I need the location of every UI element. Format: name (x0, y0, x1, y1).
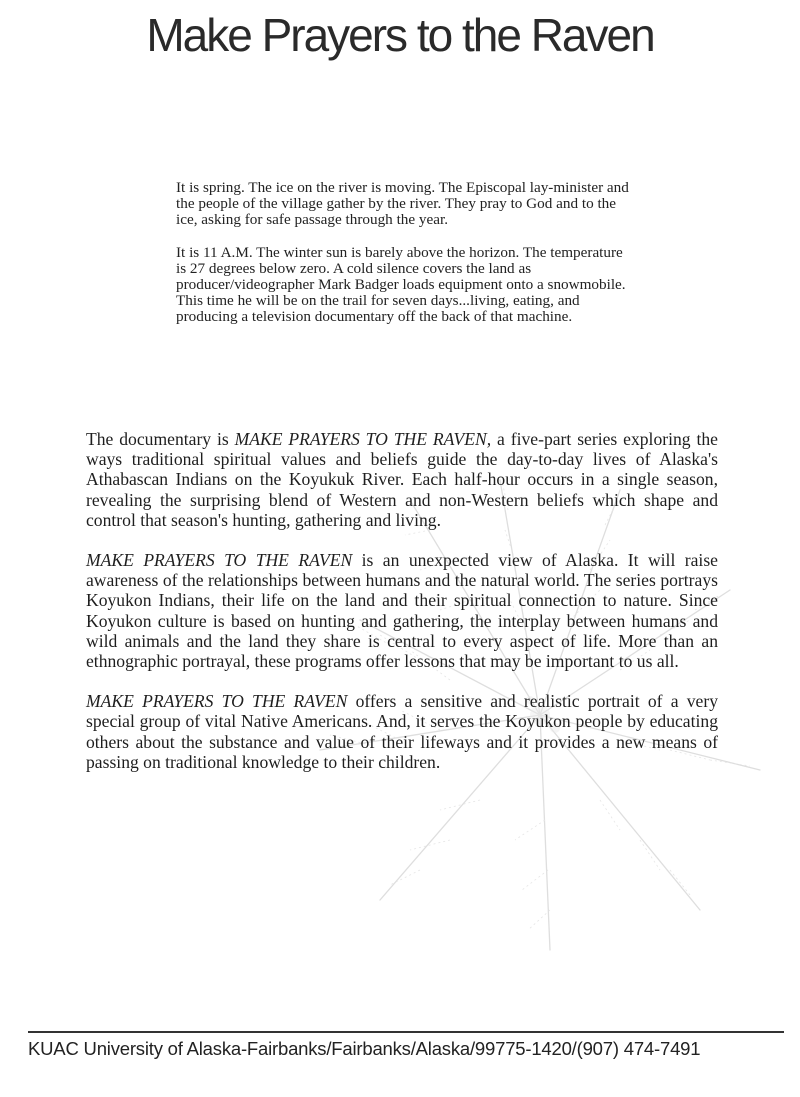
series-title-reference: MAKE PRAYERS TO THE RAVEN, (234, 429, 492, 449)
intro-paragraph-1: It is spring. The ice on the river is moving. The Episcopal lay-minister and the people of the village gather by the river. They pray to God and to the ice, asking for safe passage through the year. (176, 179, 629, 228)
page-title: Make Prayers to the Raven (146, 9, 654, 61)
intro-section (176, 180, 634, 342)
intro-paragraph-2: It is 11 A.M. The winter sun is barely above the horizon. The temperature is 27 degrees below zero. A cold silence covers the land as producer/videographer Mark Badger loads equipment onto a snowmobile. This time he will be on the trail for seven days...living, eating, and producing a television documentary off the back of that machine. (176, 244, 626, 325)
footer-divider (28, 1031, 784, 1033)
footer-address: KUAC University of Alaska-Fairbanks/Fairbanks/Alaska/99775-1420/(907) 474-7491 (28, 1038, 701, 1059)
series-title-reference: MAKE PRAYERS TO THE RAVEN (86, 691, 348, 712)
body-paragraph-3-text: offers a sensitive and realistic portrait of a very special group of vital Native Americans. And, it serves the Koyukon people by educating others about the substance and value of their lifeways and it provides a new means of passing on traditional knowledge to their children. (86, 691, 718, 772)
series-title-reference: MAKE PRAYERS TO THE RAVEN (86, 550, 353, 571)
body-paragraph-2 (86, 550, 718, 671)
body-paragraph-2-text: is an unexpected view of Alaska. It will raise awareness of the relationships between humans and the natural world. The series portrays Koyukon Indians, their life on the land and their spiritual connection to nature. Since Koyukon culture is based on hunting and gathering, the interplay between humans and wild animals and the land they share is central to every aspect of life. More than an ethnographic portrayal, these programs offer lessons that may be important to us all. (86, 550, 718, 672)
body-paragraph-1 (86, 429, 718, 530)
body-paragraph-1-lead: The documentary is (86, 429, 235, 449)
body-paragraph-3 (86, 691, 718, 772)
body-section (86, 429, 718, 792)
body-paragraph-1-text: a five-part series exploring the ways traditional spiritual values and beliefs guide the day-to-day lives of Alaska's Athabascan Indians on the Koyukuk River. Each half-hour occurs in a single season, revealing the surprising blend of Western and non-Western beliefs which shape and control that season's hunting, gathering and living. (86, 429, 718, 530)
